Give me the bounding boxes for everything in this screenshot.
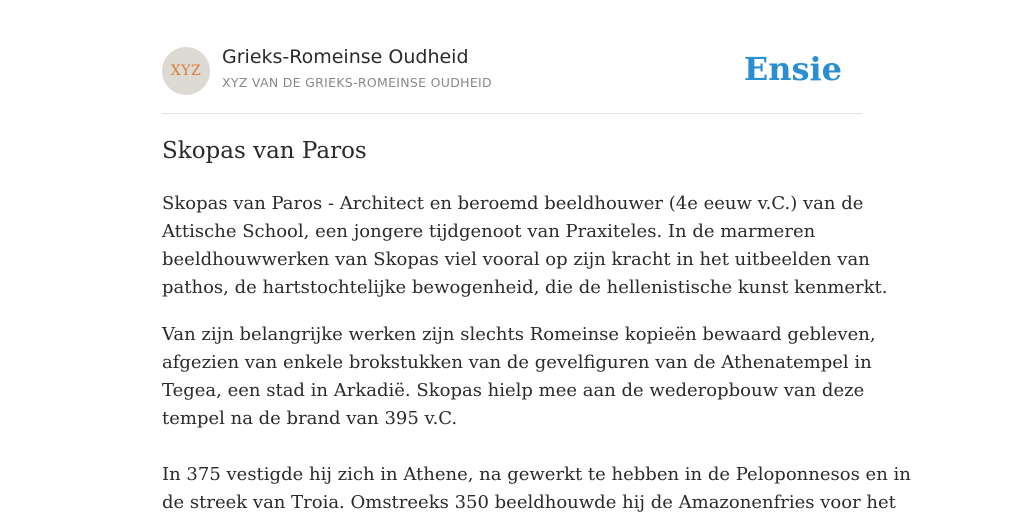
- text-line: Skopas van Paros - Architect en beroemd beeldhouwer (4e eeuw v.C.) van de: [162, 193, 864, 214]
- source-subtitle: XYZ VAN DE GRIEKS-ROMEINSE OUDHEID: [222, 75, 492, 90]
- paragraph: [162, 321, 876, 433]
- article-body: [162, 190, 911, 512]
- text-line: Attische School, een jongere tijdgenoot van Praxiteles. In de marmeren: [162, 221, 816, 242]
- text-line: tempel na de brand van 395 v.C.: [162, 408, 458, 429]
- text-line: pathos, de hartstochtelijke bewogenheid, die de hellenistische kunst kenmerkt.: [162, 277, 888, 298]
- article-title: Skopas van Paros: [162, 138, 367, 164]
- text-line: In 375 vestigde hij zich in Athene, na gewerkt te hebben in de Peloponnesos en in: [162, 464, 911, 485]
- source-avatar[interactable]: XYZ: [162, 47, 210, 95]
- text-line: Tegea, een stad in Arkadië. Skopas hielp mee aan de wederopbouw van deze: [162, 380, 865, 401]
- source-title-link[interactable]: Grieks-Romeinse Oudheid: [222, 46, 469, 68]
- ensie-logo[interactable]: Ensie: [743, 50, 842, 88]
- text-line: afgezien van enkele brokstukken van de gevelfiguren van de Athenatempel in: [162, 352, 872, 373]
- paragraph: [162, 461, 911, 512]
- header-divider: [162, 113, 862, 114]
- paragraph: [162, 190, 888, 302]
- source-header: [162, 46, 862, 96]
- text-line: Van zijn belangrijke werken zijn slechts Romeinse kopieën bewaard gebleven,: [162, 324, 876, 345]
- text-line: de streek van Troia. Omstreeks 350 beeldhouwde hij de Amazonenfries voor het: [162, 492, 896, 512]
- text-line: beeldhouwwerken van Skopas viel vooral op zijn kracht in het uitbeelden van: [162, 249, 870, 270]
